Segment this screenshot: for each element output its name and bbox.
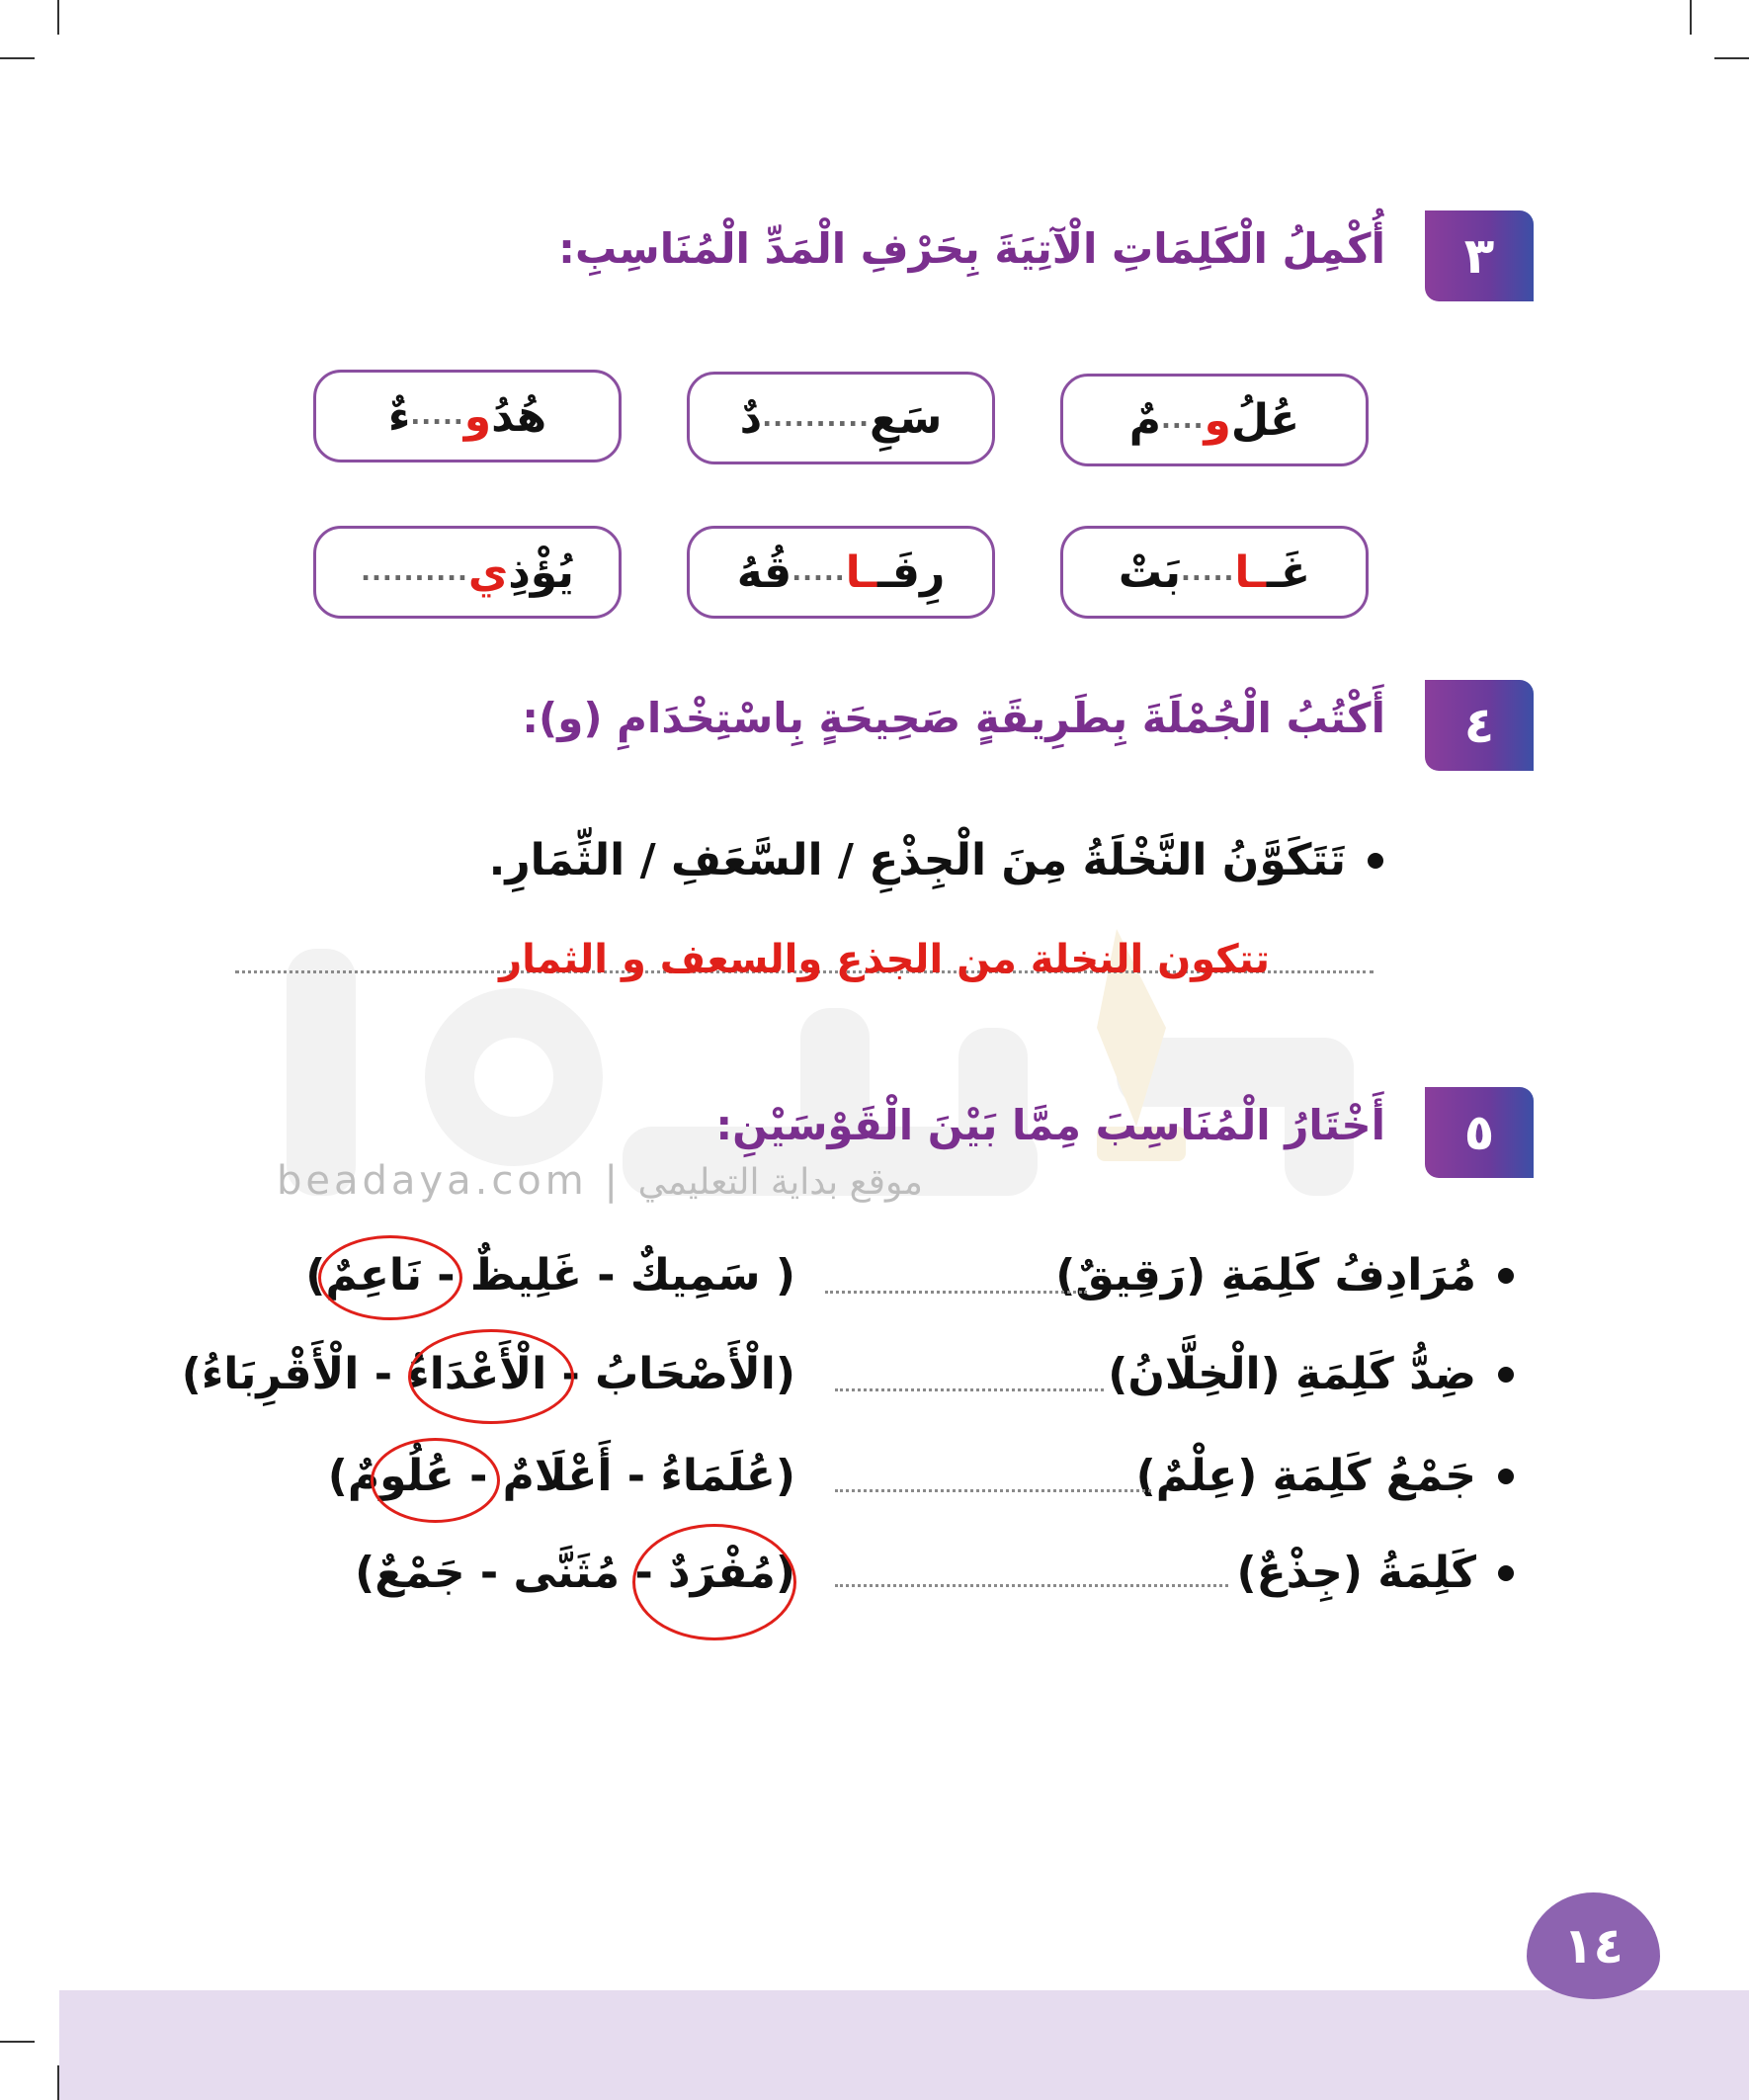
answer-line xyxy=(835,1584,1228,1587)
answer-circle xyxy=(408,1329,574,1424)
question-label: كَلِمَةُ (جِذْعٌ) xyxy=(1237,1548,1514,1598)
question-options: (عُلَمَاءُ - أَعْلَامٌ - عُلُومٌ) xyxy=(327,1451,795,1501)
crop-mark xyxy=(1714,57,1749,59)
word-box-2[interactable]: سَعِ .......... دٌ xyxy=(687,372,995,464)
word-box-3[interactable]: هُدُ و ..... ءٌ xyxy=(313,370,622,462)
watermark-tagline: موقع بداية التعليمي xyxy=(637,1162,923,1203)
crop-mark xyxy=(1690,0,1692,35)
question-options: (الْأَصْحَابُ - الْأَعْدَاءُ - الْأَقْرِبَاءُ) xyxy=(181,1349,795,1399)
crop-mark xyxy=(0,57,35,59)
footer-band xyxy=(59,1990,1749,2100)
section-5-header xyxy=(249,1087,1534,1178)
section-5-title: أَخْتَارُ الْمُنَاسِبَ مِمَّا بَيْنَ الْقَوْسَيْنِ: xyxy=(715,1101,1385,1149)
word-box-6[interactable]: يُؤْذِ ي .......... xyxy=(313,526,622,619)
section-3-header xyxy=(249,210,1534,301)
bullet xyxy=(1368,853,1383,869)
answer-circle xyxy=(318,1235,462,1320)
answer-line xyxy=(835,1388,1104,1391)
section-3-title: أُكْمِلُ الْكَلِمَاتِ الْآتِيَةَ بِحَرْفِ الْمَدِّ الْمُنَاسِبِ: xyxy=(558,224,1385,273)
question-options: ( سَمِيكٌ - غَلِيظٌ - نَاعِمٌ) xyxy=(305,1250,795,1301)
section-5-number: ٥ xyxy=(1425,1087,1534,1178)
question-options: (مُفْرَدٌ - مُثَنَّى - جَمْعٌ) xyxy=(355,1548,795,1598)
word-box-4[interactable]: غَـ ـا ..... بَتْ xyxy=(1060,526,1369,619)
section-4-title: أَكْتُبُ الْجُمْلَةَ بِطَرِيقَةٍ صَحِيحَةٍ بِاسْتِخْدَامِ (و): xyxy=(522,694,1385,742)
section-4-answer[interactable]: تتكون النخلة من الجذع والسعف و الثمار xyxy=(499,937,1270,982)
crop-mark xyxy=(57,0,59,35)
answer-circle xyxy=(371,1438,500,1523)
watermark-separator: | xyxy=(604,1158,622,1204)
question-label: جَمْعُ كَلِمَةِ (عِلْمٌ) xyxy=(1136,1451,1514,1501)
word-box-1[interactable]: عُلُ و .... مٌ xyxy=(1060,374,1369,466)
answer-line xyxy=(825,1291,1087,1294)
word-box-5[interactable]: رِفَـ ـا ..... قُهُ xyxy=(687,526,995,619)
answer-circle xyxy=(632,1524,796,1640)
page-number: ١٤ xyxy=(1527,1892,1660,1999)
watermark-site: beadaya.com xyxy=(277,1158,588,1204)
section-3-number: ٣ xyxy=(1425,210,1534,301)
section-4-header xyxy=(249,680,1534,771)
section-4-sentence: تَتَكَوَّنُ النَّخْلَةُ مِنَ الْجِذْعِ / السَّعَفِ / الثِّمَارِ. xyxy=(489,835,1383,885)
crop-mark xyxy=(0,2041,35,2043)
section-4-number: ٤ xyxy=(1425,680,1534,771)
answer-line xyxy=(835,1489,1151,1492)
question-label: مُرَادِفُ كَلِمَةِ (رَقِيقٌ) xyxy=(1055,1250,1514,1301)
question-label: ضِدُّ كَلِمَةِ (الْخِلَّانُ) xyxy=(1108,1349,1514,1399)
